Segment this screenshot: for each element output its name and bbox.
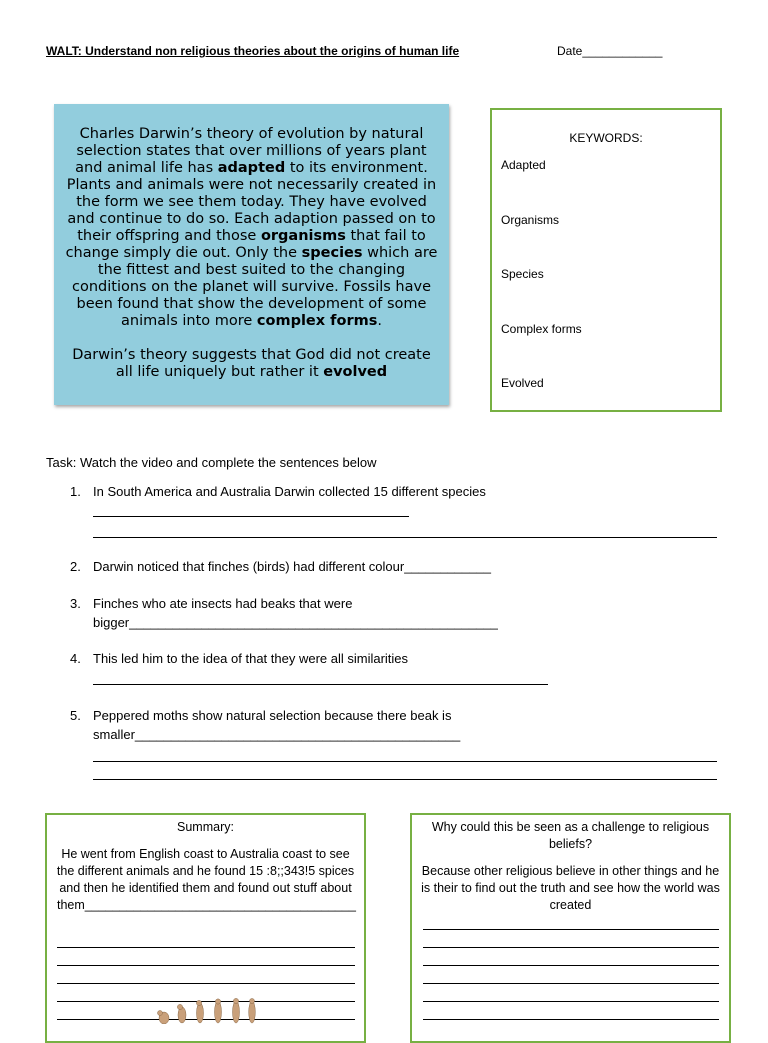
- text-run: which are the fittest and best suited to the changing conditions on the planet will survive. Fossils have been found that show the development of some animals into more: [72, 245, 438, 329]
- keyword-complex-forms: complex forms: [256, 313, 378, 329]
- challenge-line[interactable]: [423, 1019, 719, 1020]
- date-field[interactable]: Date____________: [557, 44, 663, 58]
- question-number: 5.: [70, 708, 81, 723]
- answer-line[interactable]: [93, 537, 717, 538]
- question-number: 1.: [70, 484, 81, 499]
- question-5-answer[interactable]: smaller_____________________________________________: [93, 727, 461, 742]
- summary-line[interactable]: [57, 947, 355, 948]
- question-1-text: In South America and Australia Darwin collected 15 different species: [93, 484, 486, 499]
- keyword-item: Species: [501, 267, 544, 281]
- task-instruction: Task: Watch the video and complete the sentences below: [46, 455, 377, 470]
- question-number: 4.: [70, 651, 81, 666]
- challenge-line[interactable]: [423, 983, 719, 984]
- darwin-paragraph-2: [64, 347, 439, 381]
- question-number: 2.: [70, 559, 81, 574]
- challenge-line[interactable]: [423, 965, 719, 966]
- text-run: that fail to change simply die out. Only the: [65, 228, 426, 261]
- summary-answer-end[interactable]: them_______________________________________: [57, 898, 356, 912]
- keyword-item: Evolved: [501, 376, 544, 390]
- answer-line[interactable]: [93, 516, 409, 517]
- text-run: .: [377, 313, 382, 329]
- keyword-item: Adapted: [501, 158, 546, 172]
- keyword-item: Complex forms: [501, 322, 582, 336]
- summary-line[interactable]: [57, 983, 355, 984]
- answer-line[interactable]: [93, 684, 548, 685]
- keywords-title: KEYWORDS:: [569, 131, 643, 145]
- challenge-box: [410, 813, 731, 1043]
- keyword-evolved: evolved: [323, 364, 388, 380]
- question-3-answer[interactable]: bigger___________________________________________________: [93, 615, 498, 630]
- question-5-text: Peppered moths show natural selection because there beak is: [93, 708, 452, 723]
- keyword-adapted: adapted: [217, 160, 286, 176]
- question-2-text: Darwin noticed that finches (birds) had different colour____________: [93, 559, 491, 574]
- summary-title: Summary:: [177, 820, 234, 834]
- text-run: to its environment. Plants and animals were not necessarily created in the form we see them today. They have evolved and continue to do so. Each adaption passed on to their offspring and those: [66, 160, 437, 244]
- question-number: 3.: [70, 596, 81, 611]
- challenge-line[interactable]: [423, 1001, 719, 1002]
- darwin-info-box: [54, 104, 449, 405]
- challenge-line[interactable]: [423, 929, 719, 930]
- answer-line[interactable]: [93, 779, 717, 780]
- question-4-text: This led him to the idea of that they were all similarities: [93, 651, 409, 666]
- challenge-title: Why could this be seen as a challenge to religious beliefs?: [431, 820, 710, 851]
- challenge-line[interactable]: [423, 947, 719, 948]
- page-title: WALT: Understand non religious theories about the origins of human life: [46, 44, 460, 58]
- keyword-organisms: organisms: [260, 228, 346, 244]
- keywords-box: [490, 108, 722, 412]
- challenge-answer[interactable]: Because other religious believe in other things and he is their to find out the truth and see how the world was created: [421, 864, 720, 912]
- question-3-text: Finches who ate insects had beaks that were: [93, 596, 353, 611]
- summary-answer[interactable]: He went from English coast to Australia coast to see the different animals and he found 15 :8;;343!5 spices and then he identified them and found out stuff about: [56, 847, 355, 895]
- keyword-item: Organisms: [501, 213, 560, 227]
- evolution-illustration: [150, 998, 260, 1024]
- answer-line[interactable]: [93, 761, 717, 762]
- keyword-species: species: [301, 245, 363, 261]
- darwin-paragraph-1: [64, 126, 439, 330]
- text-run: Charles Darwin’s theory of evolution by natural selection states that over millions of years plant and animal life has: [75, 126, 427, 176]
- summary-line[interactable]: [57, 965, 355, 966]
- text-run: Darwin’s theory suggests that God did not create all life uniquely but rather it: [72, 347, 431, 380]
